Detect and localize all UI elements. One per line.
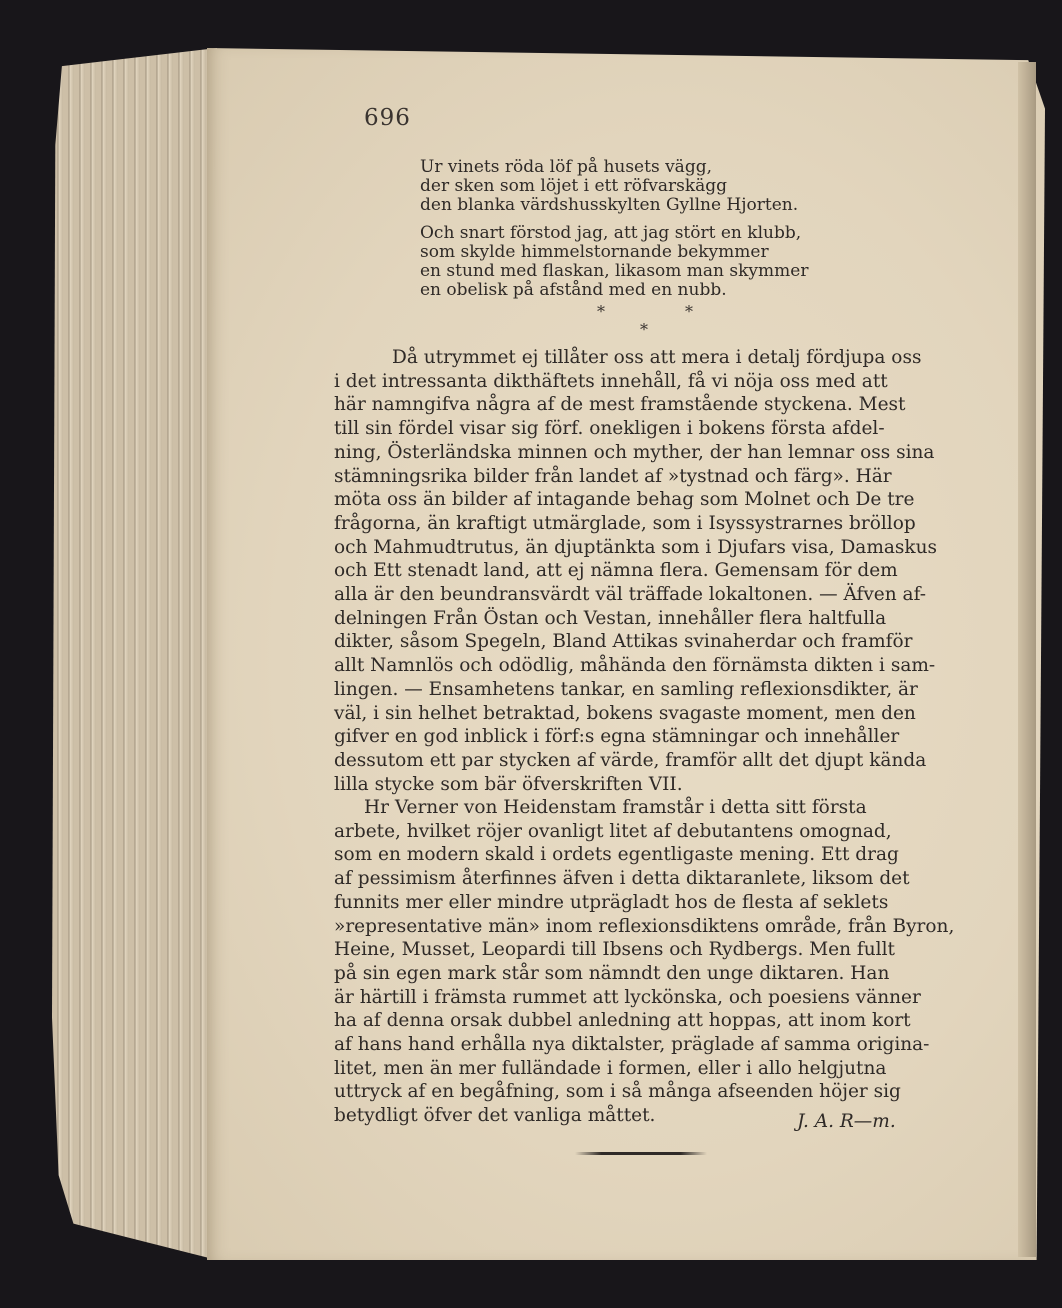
- asterisk: *: [597, 302, 605, 321]
- text-line: uttryck af en begåfning, som i så många afseenden höjer sig: [334, 1081, 901, 1103]
- poem-line: Ur vinets röda löf på husets vägg,: [420, 157, 712, 177]
- text-line: funnits mer eller mindre utprägladt hos de flesta af seklets: [334, 891, 889, 913]
- poem-line: den blanka värdshusskylten Gyllne Hjorten.: [420, 195, 799, 215]
- poem-stanza-2: [420, 224, 808, 300]
- text-line: delningen Från Östan och Vestan, innehåller flera haltfulla: [334, 607, 887, 629]
- poem-line: en obelisk på afstånd med en nubb.: [420, 280, 727, 300]
- asterisk: *: [640, 320, 648, 339]
- page-number: 696: [364, 105, 411, 131]
- poem-stanza-1: [420, 158, 798, 215]
- text-line: Hr Verner von Heidenstam framstår i detta sitt första: [364, 797, 867, 818]
- text-line: af pessimism återfinnes äfven i detta diktaranlete, liksom det: [334, 868, 910, 890]
- text-line: ning, Österländska minnen och myther, der han lemnar oss sina: [334, 441, 935, 463]
- paragraph-2: [334, 796, 954, 1128]
- poem-line: Och snart förstod jag, att jag stört en klubb,: [420, 223, 802, 243]
- text-line: på sin egen mark står som nämndt den unge diktaren. Han: [334, 962, 890, 984]
- text-line: väl, i sin helhet betraktad, bokens svagaste moment, men den: [334, 702, 916, 724]
- text-line: »representative män» inom reflexionsdiktens område, från Byron,: [334, 915, 955, 937]
- text-line: ha af denna orsak dubbel anledning att hoppas, att inom kort: [334, 1010, 911, 1032]
- end-rule: [575, 1152, 707, 1155]
- text-line: i det intressanta dikthäftets innehåll, få vi nöja oss med att: [334, 370, 888, 392]
- page-edges: [52, 48, 217, 1260]
- text-line: allt Namnlös och odödlig, måhända den förnämsta dikten i sam-: [334, 655, 936, 677]
- text-line: och Mahmudtrutus, än djuptänkta som i Djufars visa, Damaskus: [334, 536, 938, 558]
- text-line: Heine, Musset, Leopardi till Ibsens och Rydbergs. Men fullt: [334, 939, 895, 961]
- text-line: Då utrymmet ej tillåter oss att mera i detalj fördjupa oss: [392, 347, 922, 368]
- text-line: till sin fördel visar sig förf. onekligen i bokens första afdel-: [334, 418, 885, 440]
- asterisk: *: [685, 302, 693, 321]
- section-asterisks: [585, 300, 715, 350]
- poem-line: der sken som löjet i ett röfvarskägg: [420, 176, 728, 196]
- text-line: är härtill i främsta rummet att lyckönska, och poesiens vänner: [334, 986, 921, 1008]
- text-line: arbete, hvilket röjer ovanligt litet af debutantens omognad,: [334, 820, 892, 842]
- paragraph-1: [334, 346, 937, 796]
- text-line: här namngifva några af de mest framstående styckena. Mest: [334, 394, 906, 416]
- text-line: stämningsrika bilder från landet af »tystnad och färg». Här: [334, 465, 892, 487]
- text-line: möta oss än bilder af intagande behag som Molnet och De tre: [334, 489, 915, 511]
- signature: J. A. R—m.: [797, 1111, 896, 1132]
- text-line: af hans hand erhålla nya diktalster, präglade af samma origina-: [334, 1034, 930, 1056]
- text-line: lilla stycke som bär öfverskriften VII.: [334, 773, 683, 795]
- text-line: som en modern skald i ordets egentligaste mening. Ett drag: [334, 844, 899, 866]
- text-line: frågorna, än kraftigt utmärglade, som i Isyssystrarnes bröllop: [334, 512, 916, 534]
- text-line: och Ett stenadt land, att ej nämna flera. Gemensam för dem: [334, 560, 898, 582]
- text-line: dikter, såsom Spegeln, Bland Attikas svinaherdar och framför: [334, 631, 913, 653]
- text-line: litet, men än mer fulländade i formen, eller i allo helgjutna: [334, 1057, 887, 1079]
- text-line: gifver en god inblick i förf:s egna stämningar och innehåller: [334, 726, 900, 748]
- text-line: lingen. — Ensamhetens tankar, en samling reflexionsdikter, är: [334, 678, 918, 700]
- page-curl: [1018, 62, 1036, 1257]
- poem-line: en stund med flaskan, likasom man skymmer: [420, 261, 809, 281]
- text-line: dessutom ett par stycken af värde, framför allt det djupt kända: [334, 749, 927, 771]
- text-line: alla är den beundransvärdt väl träffade lokaltonen. — Äfven af-: [334, 584, 927, 606]
- text-line: betydligt öfver det vanliga måttet.: [334, 1105, 656, 1127]
- poem-line: som skylde himmelstornande bekymmer: [420, 242, 769, 262]
